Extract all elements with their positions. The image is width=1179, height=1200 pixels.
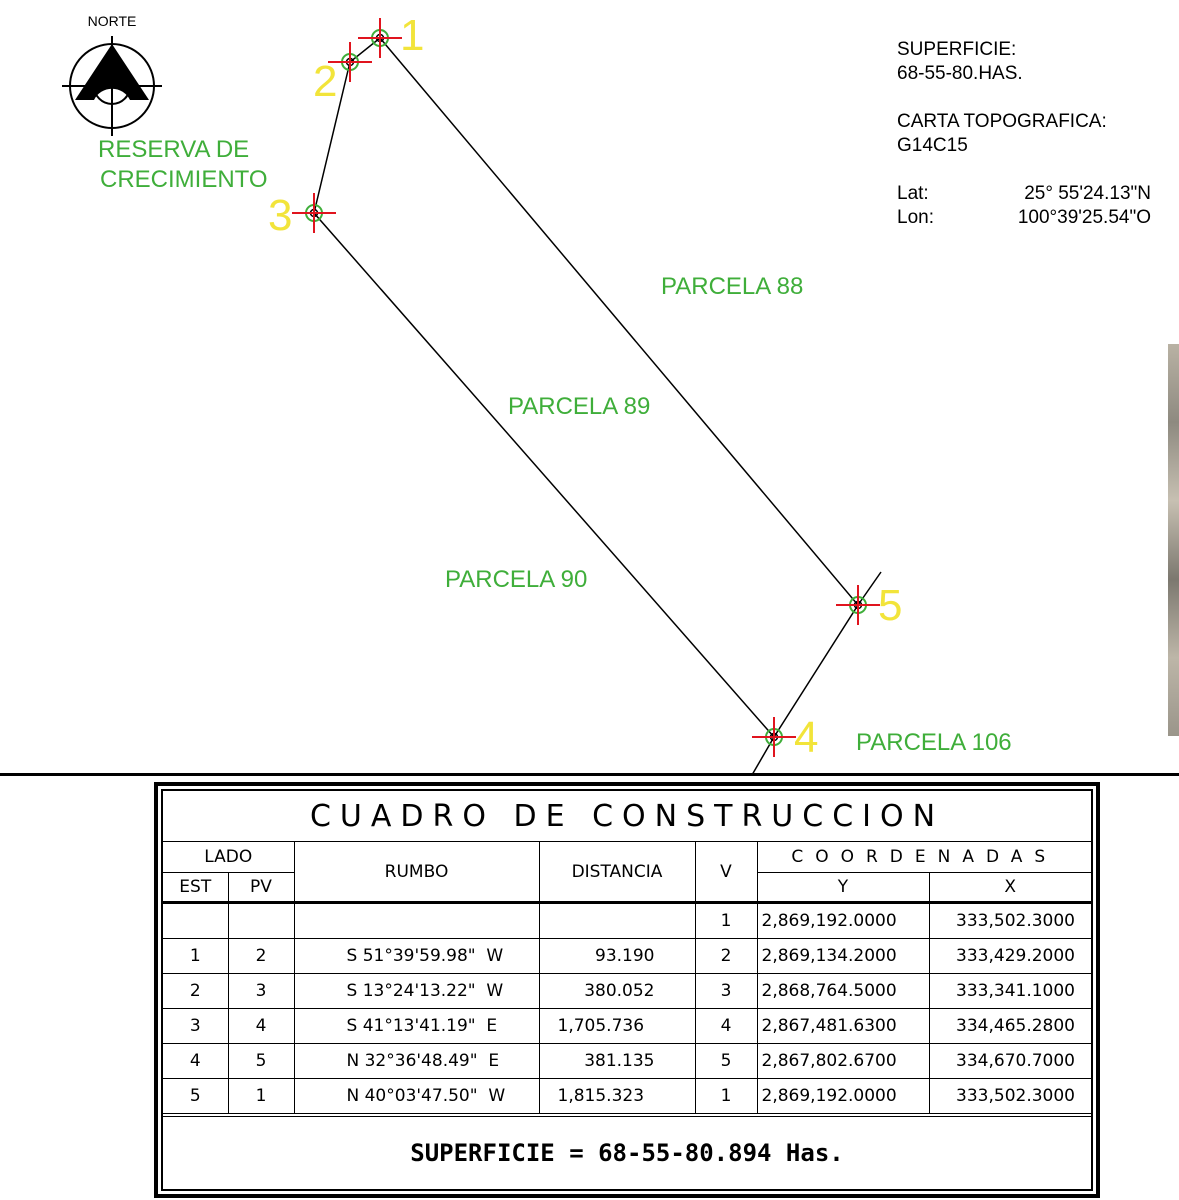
superficie-total: SUPERFICIE = 68-55-80.894 Has. — [163, 1116, 1091, 1189]
cell-rumbo: S 41°13'41.19" E — [294, 1009, 539, 1044]
header-coordenadas: COORDENADAS — [757, 842, 1091, 873]
cell-pv: 2 — [228, 939, 294, 974]
cell-rumbo: S 13°24'13.22" W — [294, 974, 539, 1009]
north-arrow-icon — [62, 36, 162, 136]
lon-label: Lon: — [897, 207, 934, 228]
cell-dist — [539, 903, 695, 939]
north-label: NORTE — [87, 13, 137, 29]
cell-est: 5 — [163, 1079, 228, 1114]
vertex-label-1: 1 — [400, 11, 425, 60]
cell-est — [163, 903, 228, 939]
cell-v: 4 — [695, 1009, 757, 1044]
lat-label: Lat: — [897, 183, 929, 204]
lon-value: 100°39'25.54"O — [1017, 207, 1151, 228]
cell-y: 2,868,764.5000 — [757, 974, 929, 1009]
cell-rumbo: S 51°39'59.98" W — [294, 939, 539, 974]
parcel-boundary — [314, 38, 858, 737]
cell-v: 3 — [695, 974, 757, 1009]
cell-pv: 4 — [228, 1009, 294, 1044]
vertex-label-5: 5 — [878, 581, 903, 630]
cell-est: 1 — [163, 939, 228, 974]
construction-table-inner — [161, 789, 1093, 1191]
construction-table — [163, 791, 1091, 1114]
cell-v: 2 — [695, 939, 757, 974]
cell-pv: 5 — [228, 1044, 294, 1079]
cell-est: 4 — [163, 1044, 228, 1079]
cell-v: 1 — [695, 903, 757, 939]
table-row — [163, 939, 1091, 974]
cell-y: 2,869,192.0000 — [757, 903, 929, 939]
label-parcela-89: PARCELA 89 — [508, 393, 651, 420]
table-row — [163, 903, 1091, 939]
header-x: X — [929, 873, 1091, 903]
cell-rumbo: N 32°36'48.49" E — [294, 1044, 539, 1079]
table-row — [163, 1009, 1091, 1044]
header-lado: LADO — [163, 842, 294, 873]
cell-v: 1 — [695, 1079, 757, 1114]
cell-x: 334,465.2800 — [929, 1009, 1091, 1044]
cell-dist: 1,705.736 — [539, 1009, 695, 1044]
carta-value: G14C15 — [897, 135, 968, 156]
vertex-marker-4 — [752, 717, 796, 757]
vertex-label-4: 4 — [794, 713, 819, 762]
label-parcela-88: PARCELA 88 — [661, 273, 804, 300]
vertex-label-2: 2 — [313, 57, 338, 106]
cell-est: 2 — [163, 974, 228, 1009]
label-parcela-90: PARCELA 90 — [445, 566, 588, 593]
table-row — [163, 1044, 1091, 1079]
lat-value: 25° 55'24.13"N — [1024, 183, 1151, 204]
cell-y: 2,867,481.6300 — [757, 1009, 929, 1044]
table-row — [163, 1079, 1091, 1114]
cell-y: 2,869,192.0000 — [757, 1079, 929, 1114]
section-divider — [0, 773, 1179, 776]
cell-rumbo — [294, 903, 539, 939]
carta-label: CARTA TOPOGRAFICA: — [897, 111, 1107, 132]
aerial-photo-edge — [1168, 344, 1179, 736]
header-est: EST — [163, 873, 228, 903]
table-row — [163, 974, 1091, 1009]
vertex-label-3: 3 — [268, 191, 293, 240]
label-reserva-1: RESERVA DE — [98, 136, 250, 163]
cell-x: 333,429.2000 — [929, 939, 1091, 974]
cell-dist: 1,815.323 — [539, 1079, 695, 1114]
cell-x: 333,341.1000 — [929, 974, 1091, 1009]
cell-x: 334,670.7000 — [929, 1044, 1091, 1079]
cell-dist: 381.135 — [539, 1044, 695, 1079]
cell-y: 2,867,802.6700 — [757, 1044, 929, 1079]
superficie-value: 68-55-80.HAS. — [897, 63, 1023, 84]
cell-pv — [228, 903, 294, 939]
cell-y: 2,869,134.2000 — [757, 939, 929, 974]
cell-rumbo: N 40°03'47.50" W — [294, 1079, 539, 1114]
vertex-markers — [292, 18, 880, 757]
cell-x: 333,502.3000 — [929, 903, 1091, 939]
cell-dist: 380.052 — [539, 974, 695, 1009]
header-v: V — [695, 842, 757, 903]
header-distancia: DISTANCIA — [539, 842, 695, 903]
map-info-block — [897, 38, 1167, 230]
cell-dist: 93.190 — [539, 939, 695, 974]
header-pv: PV — [228, 873, 294, 903]
table-title: CUADRO DE CONSTRUCCION — [163, 791, 1091, 842]
construction-table-frame — [154, 782, 1100, 1198]
header-rumbo: RUMBO — [294, 842, 539, 903]
cell-est: 3 — [163, 1009, 228, 1044]
label-reserva-2: CRECIMIENTO — [100, 166, 268, 193]
label-parcela-106: PARCELA 106 — [856, 729, 1012, 756]
cell-v: 5 — [695, 1044, 757, 1079]
header-y: Y — [757, 873, 929, 903]
vertex-marker-3 — [292, 193, 336, 233]
cell-pv: 1 — [228, 1079, 294, 1114]
boundary-extension-bottom — [752, 737, 774, 775]
vertex-marker-5 — [836, 585, 880, 625]
cell-x: 333,502.3000 — [929, 1079, 1091, 1114]
vertex-marker-1 — [358, 18, 402, 58]
superficie-label: SUPERFICIE: — [897, 39, 1017, 60]
cell-pv: 3 — [228, 974, 294, 1009]
